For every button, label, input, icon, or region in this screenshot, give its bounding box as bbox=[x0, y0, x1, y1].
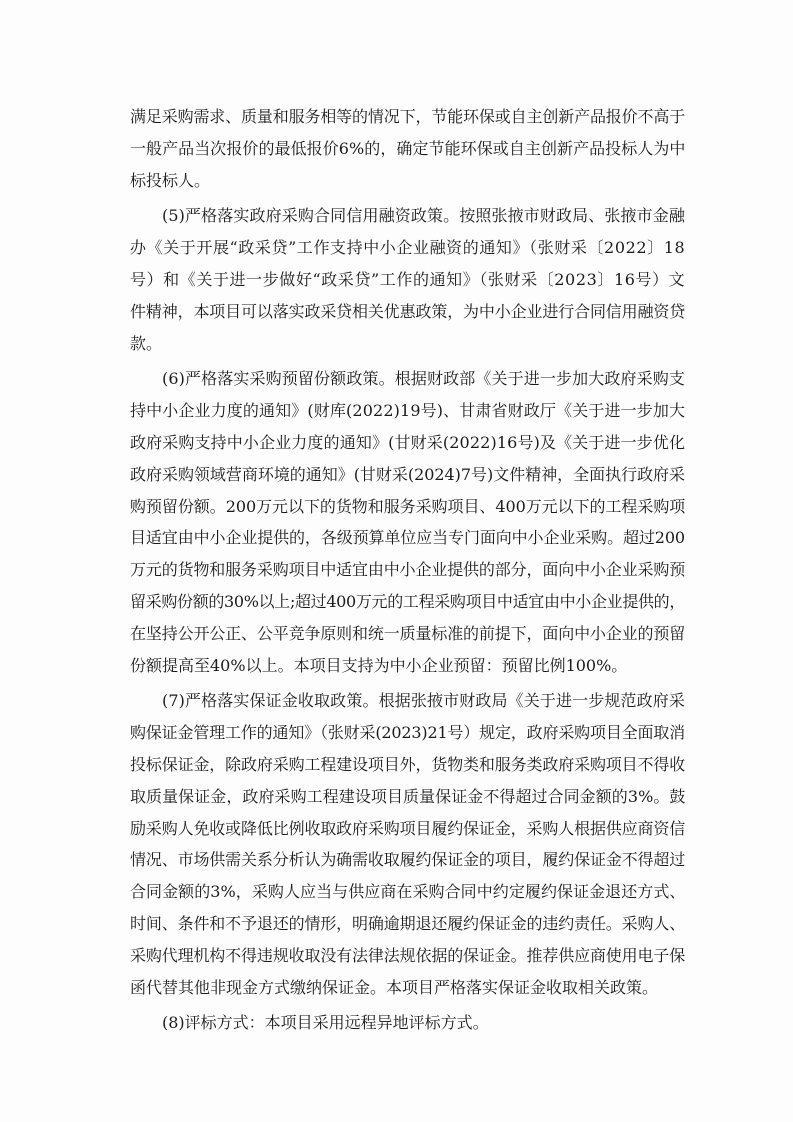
text-line: 情况、市场供需关系分析认为确需收取履约保证金的项目，履约保证金不得超过 bbox=[130, 850, 685, 870]
paragraph-p6 bbox=[130, 363, 685, 681]
text-line: 函代替其他非现金方式缴纳保证金。本项目严格落实保证金收取相关政策。 bbox=[130, 977, 659, 997]
text-line: 采购代理机构不得违规收取没有法律法规依据的保证金。推荐供应商使用电子保 bbox=[130, 945, 685, 965]
text-line: 取质量保证金，政府采购工程建设项目质量保证金不得超过合同金额的3%。鼓 bbox=[130, 786, 685, 806]
text-line: 标投标人。 bbox=[130, 170, 211, 190]
text-line: 在坚持公开公正、公平竞争原则和统一质量标准的前提下，面向中小企业的预留 bbox=[130, 623, 685, 643]
text-line: 件精神，本项目可以落实政采贷相关优惠政策，为中小企业进行合同信用融资贷 bbox=[130, 301, 685, 321]
text-line: 政府采购领域营商环境的通知》(甘财采(2024)7号)文件精神，全面执行政府采 bbox=[130, 464, 685, 484]
text-line: 份额提高至40%以上。本项目支持为中小企业预留：预留比例100%。 bbox=[130, 655, 628, 675]
text-line: (6)严格落实采购预留份额政策。根据财政部《关于进一步加大政府采购支 bbox=[162, 369, 685, 389]
text-line: 办《关于开展“政采贷”工作支持中小企业融资的通知》（张财采〔2022〕18 bbox=[130, 238, 685, 258]
text-line: (7)严格落实保证金收取政策。根据张掖市财政局《关于进一步规范政府采 bbox=[162, 691, 685, 711]
text-line: 万元的货物和服务采购项目中适宜由中小企业提供的部分，面向中小企业采购预 bbox=[130, 560, 685, 580]
text-line: 一般产品当次报价的最低报价6%的，确定节能环保或自主创新产品投标人为中 bbox=[130, 138, 685, 158]
text-line: 持中小企业力度的通知》(财库(2022)19号)、甘肃省财政厅《关于进一步加大 bbox=[130, 401, 685, 421]
paragraph-p5 bbox=[130, 200, 685, 359]
text-line: 合同金额的3%，采购人应当与供应商在采购合同中约定履约保证金退还方式、 bbox=[130, 882, 685, 902]
text-line: 时间、条件和不予退还的情形，明确逾期退还履约保证金的违约责任。采购人、 bbox=[130, 913, 685, 933]
paragraph-p7 bbox=[130, 685, 685, 1003]
text-line: 目适宜由中小企业提供的，各级预算单位应当专门面向中小企业采购。超过200 bbox=[130, 528, 685, 548]
text-line: (8)评标方式：本项目采用远程异地评标方式。 bbox=[162, 1013, 489, 1033]
text-line: 购保证金管理工作的通知》（张财采(2023)21号）规定，政府采购项目全面取消 bbox=[130, 723, 685, 743]
text-line: 号）和《关于进一步做好“政采贷”工作的通知》（张财采〔2023〕16号）文 bbox=[130, 269, 685, 289]
text-line: 政府采购支持中小企业力度的通知》(甘财采(2022)16号)及《关于进一步优化 bbox=[130, 432, 685, 452]
text-line: 款。 bbox=[130, 333, 163, 353]
text-line: 留采购份额的30%以上;超过400万元的工程采购项目中适宜由中小企业提供的， bbox=[130, 591, 685, 611]
paragraph-p8 bbox=[130, 1007, 685, 1039]
document-body bbox=[130, 101, 685, 1039]
text-line: 购预留份额。200万元以下的货物和服务采购项目、400万元以下的工程采购项 bbox=[130, 496, 685, 516]
text-line: 投标保证金，除政府采购工程建设项目外，货物类和服务类政府采购项目不得收 bbox=[130, 754, 685, 774]
text-line: (5)严格落实政府采购合同信用融资政策。按照张掖市财政局、张掖市金融 bbox=[162, 206, 685, 226]
text-line: 励采购人免收或降低比例收取政府采购项目履约保证金，采购人根据供应商资信 bbox=[130, 818, 685, 838]
paragraph-p0 bbox=[130, 101, 685, 196]
text-line: 满足采购需求、质量和服务相等的情况下，节能环保或自主创新产品报价不高于 bbox=[130, 107, 685, 126]
